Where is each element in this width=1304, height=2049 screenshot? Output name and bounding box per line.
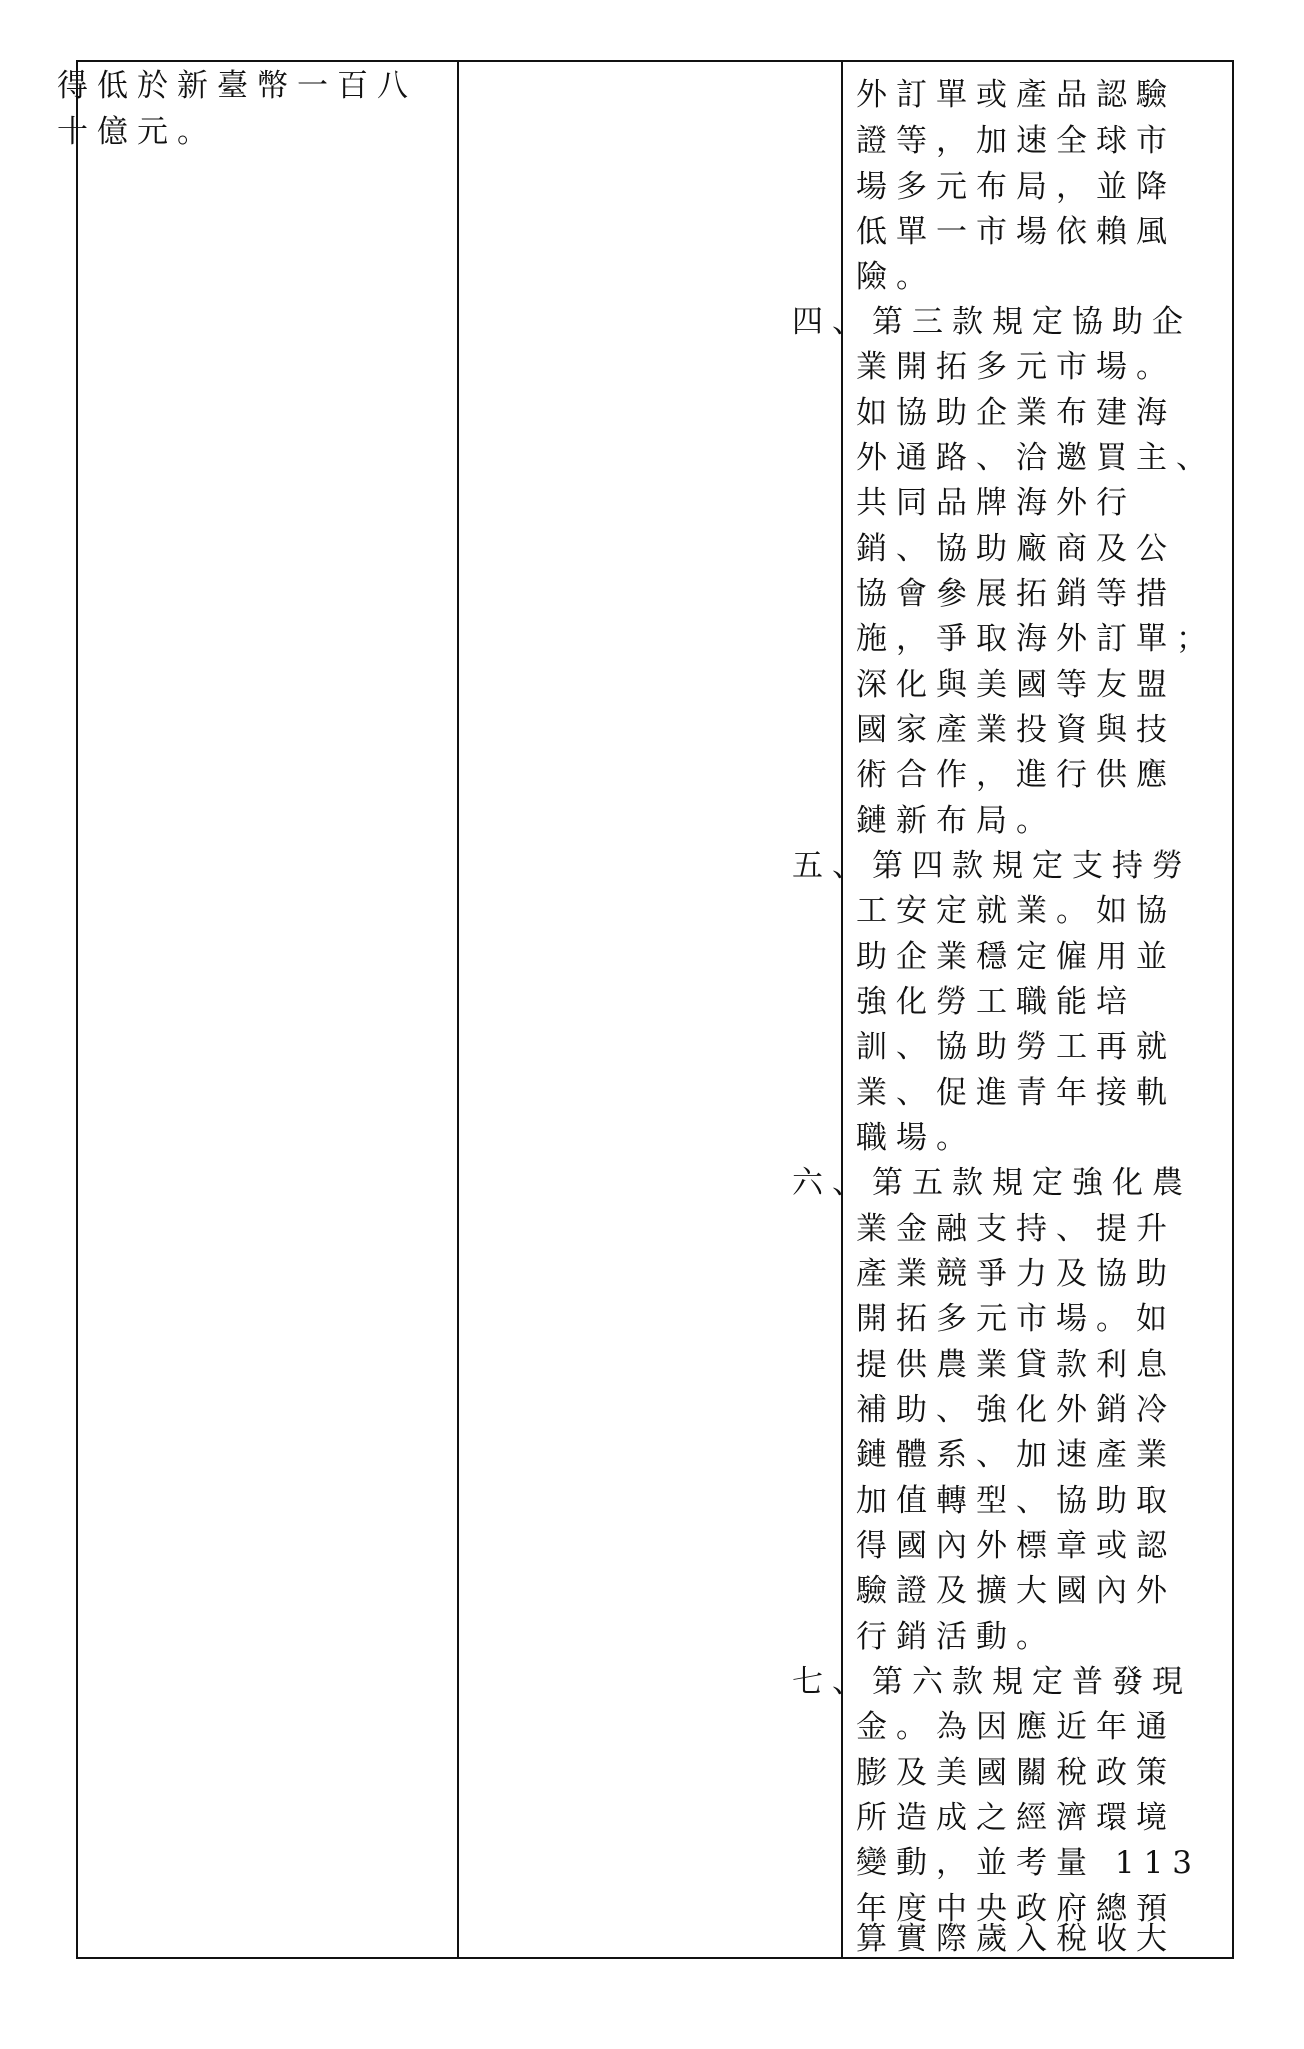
text-line: 行銷活動。 (856, 1619, 1056, 1655)
text-line: 得國內外標章或認 (856, 1528, 1176, 1564)
text-line: 國家產業投資與技 (856, 712, 1176, 748)
text-line: 證等，加速全球市 (856, 123, 1176, 159)
text-line: 協會參展拓銷等措 (856, 576, 1176, 612)
text-line: 第三款規定協助企 (872, 304, 1192, 340)
text-line: 銷、協助廠商及公 (856, 531, 1176, 567)
text-line: 助企業穩定僱用並 (856, 939, 1176, 975)
list-marker: 六、 (792, 1165, 872, 1201)
list-marker: 七、 (792, 1664, 872, 1700)
list-marker: 四、 (792, 304, 872, 340)
text-line: 訓、協助勞工再就 (856, 1029, 1176, 1065)
list-marker: 五、 (792, 848, 872, 884)
text-line: 術合作，進行供應 (856, 757, 1176, 793)
text-line: 第五款規定強化農 (872, 1165, 1192, 1201)
text-line: 職場。 (856, 1120, 976, 1156)
text-line: 第四款規定支持勞 (872, 848, 1192, 884)
text-line: 得低於新臺幣一百八 (57, 68, 417, 104)
text-line: 開拓多元市場。如 (856, 1301, 1176, 1337)
text-line: 年度中央政府總預 (856, 1891, 1176, 1927)
text-line: 算實際歲入稅收大 (856, 1921, 1176, 1957)
text-line: 業金融支持、提升 (856, 1211, 1176, 1247)
text-line: 所造成之經濟環境 (856, 1800, 1176, 1836)
list-item-6-first-line (792, 1165, 1192, 1201)
text-line: 業開拓多元市場。 (856, 349, 1176, 385)
text-line: 變動，並考量 113 (856, 1845, 1202, 1881)
text-line: 提供農業貸款利息 (856, 1347, 1176, 1383)
text-line: 險。 (856, 259, 936, 295)
list-item-4-first-line (792, 304, 1192, 340)
text-line: 外通路、洽邀買主、 (856, 440, 1216, 476)
list-item-5-first-line (792, 848, 1192, 884)
list-item-7-first-line (792, 1664, 1192, 1700)
text-line: 加值轉型、協助取 (856, 1483, 1176, 1519)
text-line: 十億元。 (57, 114, 217, 150)
text-line: 工安定就業。如協 (856, 893, 1176, 929)
column-divider-1 (457, 62, 459, 1957)
text-line: 場多元布局，並降 (856, 169, 1176, 205)
text-line: 鏈體系、加速產業 (856, 1437, 1176, 1473)
text-line: 膨及美國關稅政策 (856, 1755, 1176, 1791)
text-line: 低單一市場依賴風 (856, 214, 1176, 250)
text-line: 鏈新布局。 (856, 803, 1056, 839)
text-line: 第六款規定普發現 (872, 1664, 1192, 1700)
text-line: 共同品牌海外行 (856, 485, 1136, 521)
text-line: 深化與美國等友盟 (856, 667, 1176, 703)
text-line: 金。為因應近年通 (856, 1709, 1176, 1745)
text-line: 驗證及擴大國內外 (856, 1573, 1176, 1609)
text-line: 補助、強化外銷冷 (856, 1392, 1176, 1428)
text-line: 施，爭取海外訂單； (856, 621, 1216, 657)
text-line: 強化勞工職能培 (856, 984, 1136, 1020)
text-line: 外訂單或產品認驗 (856, 77, 1176, 113)
text-line: 產業競爭力及協助 (856, 1256, 1176, 1292)
text-line: 如協助企業布建海 (856, 395, 1176, 431)
text-line: 業、促進青年接軌 (856, 1075, 1176, 1111)
